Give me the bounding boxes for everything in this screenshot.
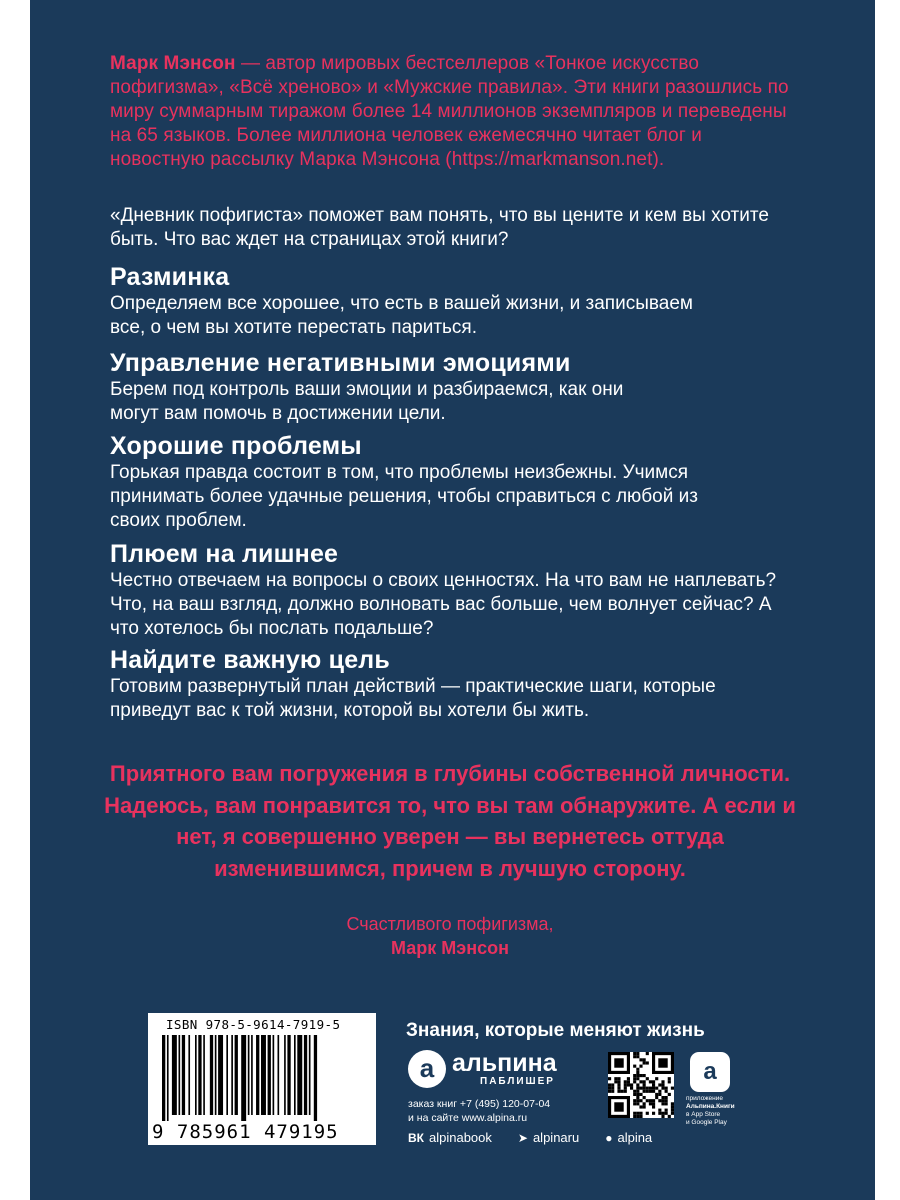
barcode-digits: 9 785961 479195 bbox=[152, 1121, 339, 1143]
app-line: и Google Play bbox=[686, 1119, 727, 1126]
qr-finder bbox=[608, 1096, 630, 1099]
qr-module bbox=[665, 1112, 668, 1115]
order-phone: заказ книг +7 (495) 120-07-04 bbox=[408, 1098, 551, 1110]
barcode-bar bbox=[226, 1035, 228, 1115]
qr-module bbox=[658, 1093, 661, 1096]
barcode-bar bbox=[188, 1035, 190, 1115]
qr-module bbox=[652, 1090, 655, 1093]
qr-module bbox=[652, 1102, 655, 1105]
qr-module bbox=[646, 1061, 649, 1064]
qr-module bbox=[636, 1074, 639, 1077]
qr-module bbox=[633, 1077, 636, 1080]
section-spit-on-extra bbox=[110, 539, 810, 641]
qr-module bbox=[646, 1099, 649, 1102]
qr-module bbox=[614, 1080, 617, 1083]
qr-module bbox=[658, 1109, 661, 1112]
qr-module bbox=[661, 1112, 664, 1115]
lead-paragraph: «Дневник пофигиста» поможет вам понять, что вы цените и кем вы хотите быть. Что вас ждет на страницах этой книги? bbox=[110, 205, 769, 250]
qr-module bbox=[668, 1115, 671, 1118]
section-good-problems bbox=[110, 431, 810, 533]
barcode-bar bbox=[251, 1035, 253, 1115]
qr-module bbox=[636, 1077, 639, 1080]
closing-message: Приятного вам погружения в глубины собственной личности. Надеюсь, вам понравится то, что вы там обнаружите. А если и нет, я совершенно уверен — вы вернетесь оттуда изменившимся, причем в лучшую сторону. bbox=[104, 761, 796, 881]
qr-module bbox=[636, 1112, 639, 1115]
barcode-bar bbox=[294, 1035, 296, 1115]
app-logo-icon bbox=[690, 1052, 730, 1092]
qr-module bbox=[636, 1090, 639, 1093]
section-title: Найдите важную цель bbox=[110, 646, 390, 674]
qr-module bbox=[617, 1087, 620, 1090]
qr-module bbox=[661, 1115, 664, 1118]
qr-module bbox=[633, 1099, 636, 1102]
qr-module bbox=[611, 1090, 614, 1093]
qr-module bbox=[646, 1052, 649, 1055]
qr-module bbox=[671, 1087, 674, 1090]
qr-module bbox=[636, 1093, 639, 1096]
section-title: Хорошие проблемы bbox=[110, 432, 362, 460]
author-bio: — автор мировых бестселлеров «Тонкое искусство пофигизма», «Всё хреново» и «Мужские правила». Эти книги разошлись по миру суммарным тиражом более 14 миллионов экземпляров и переведены на 65 языков. Более миллиона человек ежемесячно читает блог и новостную рассылку Марка Мэнсона (https://markmanson.net). bbox=[110, 53, 789, 170]
social-handle: alpinaru bbox=[532, 1130, 580, 1145]
qr-module bbox=[658, 1112, 661, 1115]
section-body: Честно отвечаем на вопросы о своих ценностях. На что вам не наплевать? Что, на ваш взгляд, должно волновать вас больше, чем волнует сейчас? А что хотелось бы послать подальше? bbox=[110, 570, 777, 639]
qr-module bbox=[661, 1099, 664, 1102]
qr-module bbox=[633, 1102, 636, 1105]
barcode-bar bbox=[278, 1035, 280, 1115]
vk-icon: ВК bbox=[408, 1130, 424, 1145]
qr-module bbox=[608, 1077, 611, 1080]
barcode-bar bbox=[195, 1035, 197, 1115]
qr-module bbox=[611, 1083, 614, 1086]
qr-module bbox=[671, 1109, 674, 1112]
qr-module bbox=[671, 1112, 674, 1115]
qr-module bbox=[636, 1102, 639, 1105]
qr-module bbox=[643, 1096, 646, 1099]
qr-finder bbox=[658, 1058, 667, 1067]
publisher-logo-name: альпина bbox=[452, 1049, 557, 1077]
isbn-label: ISBN 978-5-9614-7919-5 bbox=[166, 1017, 341, 1032]
barcode-bar bbox=[297, 1035, 302, 1115]
qr-module bbox=[652, 1105, 655, 1108]
social-handle: alpina bbox=[617, 1130, 653, 1145]
qr-module bbox=[652, 1087, 655, 1090]
barcode-bar bbox=[309, 1035, 311, 1115]
section-body: Готовим развернутый план действий — практические шаги, которые приведут вас к той жизни, которой вы хотели бы жить. bbox=[110, 676, 716, 721]
barcode-bar bbox=[162, 1035, 165, 1121]
author-name: Марк Мэнсон bbox=[110, 53, 236, 74]
barcode-bar bbox=[235, 1035, 238, 1115]
qr-module bbox=[636, 1096, 639, 1099]
qr-module bbox=[611, 1087, 614, 1090]
qr-module bbox=[655, 1093, 658, 1096]
barcode-bar bbox=[273, 1035, 275, 1115]
qr-module bbox=[646, 1112, 649, 1115]
barcode-bar bbox=[284, 1035, 286, 1115]
qr-module bbox=[639, 1115, 642, 1118]
barcode-bar bbox=[304, 1035, 307, 1115]
qr-module bbox=[661, 1087, 664, 1090]
qr-module bbox=[627, 1077, 630, 1080]
barcode-bar bbox=[218, 1035, 223, 1115]
qr-module bbox=[633, 1115, 636, 1118]
qr-module bbox=[658, 1083, 661, 1086]
qr-module bbox=[658, 1090, 661, 1093]
qr-module bbox=[617, 1083, 620, 1086]
qr-module bbox=[633, 1080, 636, 1083]
qr-module bbox=[639, 1105, 642, 1108]
barcode-bar bbox=[198, 1035, 201, 1115]
barcode-bar bbox=[241, 1035, 246, 1121]
qr-finder bbox=[671, 1052, 674, 1074]
barcode-bar bbox=[287, 1035, 290, 1115]
qr-module bbox=[665, 1090, 668, 1093]
qr-module bbox=[617, 1077, 620, 1080]
social-site[interactable] bbox=[605, 1130, 652, 1145]
qr-module bbox=[671, 1105, 674, 1108]
barcode-bar bbox=[182, 1035, 185, 1115]
qr-module bbox=[617, 1080, 620, 1083]
barcode-bar bbox=[314, 1035, 317, 1121]
qr-module bbox=[624, 1090, 627, 1093]
order-info bbox=[408, 1097, 550, 1125]
qr-finder bbox=[608, 1052, 611, 1074]
qr-finder bbox=[608, 1052, 630, 1055]
qr-module bbox=[652, 1083, 655, 1086]
barcode-bar bbox=[231, 1035, 233, 1115]
qr-module bbox=[643, 1087, 646, 1090]
signature bbox=[100, 912, 800, 960]
section-title: Управление негативными эмоциями bbox=[110, 349, 571, 377]
qr-module bbox=[608, 1087, 611, 1090]
qr-module bbox=[636, 1083, 639, 1086]
publisher-logo-sub: ПАБЛИШЕР bbox=[480, 1076, 555, 1087]
barcode-bar bbox=[172, 1035, 177, 1115]
qr-finder bbox=[608, 1115, 630, 1118]
publisher-logo-icon bbox=[408, 1050, 446, 1088]
qr-module bbox=[633, 1090, 636, 1093]
qr-module bbox=[633, 1093, 636, 1096]
qr-finder bbox=[652, 1052, 655, 1074]
qr-module bbox=[646, 1077, 649, 1080]
social-handle: alpinabook bbox=[429, 1130, 492, 1145]
qr-module bbox=[633, 1055, 636, 1058]
app-info bbox=[686, 1095, 756, 1127]
qr-module bbox=[639, 1112, 642, 1115]
qr-module bbox=[636, 1115, 639, 1118]
qr-finder bbox=[652, 1071, 674, 1074]
qr-finder bbox=[608, 1096, 611, 1118]
qr-module bbox=[624, 1083, 627, 1086]
barcode-bar bbox=[203, 1035, 205, 1115]
barcode-bar bbox=[248, 1035, 250, 1115]
qr-module bbox=[649, 1090, 652, 1093]
qr-module bbox=[639, 1074, 642, 1077]
qr-module bbox=[652, 1112, 655, 1115]
qr-module bbox=[624, 1087, 627, 1090]
qr-module bbox=[643, 1083, 646, 1086]
social-vk[interactable] bbox=[408, 1130, 492, 1145]
qr-finder bbox=[608, 1071, 630, 1074]
qr-module bbox=[643, 1074, 646, 1077]
qr-module bbox=[614, 1077, 617, 1080]
section-title: Разминка bbox=[110, 263, 230, 291]
signature-greeting: Счастливого пофигизма, bbox=[346, 914, 554, 934]
author-intro bbox=[110, 52, 790, 172]
qr-module bbox=[671, 1102, 674, 1105]
qr-finder bbox=[614, 1058, 623, 1067]
qr-module bbox=[661, 1083, 664, 1086]
qr-module bbox=[624, 1080, 627, 1083]
section-warmup bbox=[110, 262, 810, 340]
qr-module bbox=[636, 1055, 639, 1058]
section-emotions bbox=[110, 348, 810, 426]
qr-module bbox=[665, 1096, 668, 1099]
barcode-bar bbox=[179, 1035, 181, 1115]
order-website: и на сайте www.alpina.ru bbox=[408, 1112, 528, 1124]
qr-module bbox=[655, 1096, 658, 1099]
barcode-bar bbox=[167, 1035, 169, 1121]
logo-mark-letter: а bbox=[419, 1053, 435, 1083]
qr-module bbox=[608, 1090, 611, 1093]
qr-module bbox=[665, 1099, 668, 1102]
barcode-bar bbox=[261, 1035, 266, 1115]
telegram-icon: ➤ bbox=[517, 1130, 528, 1145]
qr-module bbox=[665, 1109, 668, 1112]
qr-module bbox=[627, 1080, 630, 1083]
qr-module bbox=[643, 1061, 646, 1064]
qr-module bbox=[661, 1096, 664, 1099]
qr-module bbox=[639, 1058, 642, 1061]
qr-module bbox=[617, 1090, 620, 1093]
qr-module bbox=[661, 1102, 664, 1105]
barcode-bar bbox=[215, 1035, 217, 1115]
qr-module bbox=[621, 1090, 624, 1093]
qr-module bbox=[643, 1080, 646, 1083]
section-body: Горькая правда состоит в том, что проблемы неизбежны. Учимся принимать более удачные решения, чтобы справиться с любой из своих проблем. bbox=[110, 462, 698, 531]
qr-module bbox=[668, 1080, 671, 1083]
app-line: Альпина.Книги bbox=[686, 1103, 735, 1110]
qr-module bbox=[608, 1083, 611, 1086]
qr-module bbox=[655, 1077, 658, 1080]
signature-name: Марк Мэнсон bbox=[391, 938, 509, 958]
section-body: Определяем все хорошее, что есть в вашей жизни, и записываем все, о чем вы хотите перестать париться. bbox=[110, 293, 693, 338]
qr-module bbox=[668, 1077, 671, 1080]
qr-module bbox=[649, 1099, 652, 1102]
social-links bbox=[408, 1130, 652, 1145]
qr-module bbox=[639, 1099, 642, 1102]
qr-module bbox=[646, 1090, 649, 1093]
site-icon: ● bbox=[605, 1130, 613, 1145]
qr-module bbox=[655, 1087, 658, 1090]
qr-finder bbox=[614, 1102, 623, 1111]
section-title: Плюем на лишнее bbox=[110, 540, 339, 568]
barcode-bar bbox=[210, 1035, 213, 1115]
qr-module bbox=[633, 1112, 636, 1115]
qr-module bbox=[639, 1093, 642, 1096]
barcode-bar bbox=[268, 1035, 271, 1115]
qr-module bbox=[627, 1083, 630, 1086]
qr-module bbox=[643, 1090, 646, 1093]
qr-module bbox=[633, 1052, 636, 1055]
qr-module bbox=[630, 1087, 633, 1090]
qr-module bbox=[652, 1099, 655, 1102]
qr-finder bbox=[627, 1052, 630, 1074]
qr-module bbox=[636, 1071, 639, 1074]
qr-module bbox=[658, 1099, 661, 1102]
qr-module bbox=[649, 1087, 652, 1090]
qr-module bbox=[643, 1102, 646, 1105]
qr-module bbox=[636, 1068, 639, 1071]
barcode-bar bbox=[256, 1035, 259, 1115]
qr-module bbox=[636, 1052, 639, 1055]
qr-finder bbox=[652, 1052, 674, 1055]
qr-module bbox=[633, 1074, 636, 1077]
qr-module bbox=[665, 1087, 668, 1090]
qr-module bbox=[661, 1080, 664, 1083]
qr-module bbox=[633, 1065, 636, 1068]
qr-module bbox=[646, 1087, 649, 1090]
qr-module bbox=[652, 1080, 655, 1083]
social-telegram[interactable] bbox=[518, 1130, 579, 1145]
qr-module bbox=[668, 1093, 671, 1096]
qr-finder bbox=[627, 1096, 630, 1118]
qr-module bbox=[643, 1105, 646, 1108]
qr-module bbox=[639, 1087, 642, 1090]
qr-module bbox=[636, 1087, 639, 1090]
qr-module bbox=[643, 1058, 646, 1061]
qr-code-icon[interactable] bbox=[608, 1052, 674, 1118]
qr-module bbox=[639, 1065, 642, 1068]
qr-module bbox=[636, 1099, 639, 1102]
app-line: в App Store bbox=[686, 1111, 721, 1118]
app-mark-letter: а bbox=[703, 1058, 717, 1085]
qr-module bbox=[630, 1083, 633, 1086]
qr-module bbox=[665, 1102, 668, 1105]
publisher-tagline: Знания, которые меняют жизнь bbox=[406, 1020, 705, 1041]
section-body: Берем под контроль ваши эмоции и разбираемся, как они могут вам помочь в достижении цели. bbox=[110, 379, 624, 424]
section-important-goal bbox=[110, 645, 810, 723]
qr-module bbox=[649, 1080, 652, 1083]
qr-module bbox=[639, 1080, 642, 1083]
barcode-bars bbox=[162, 1035, 362, 1121]
qr-module bbox=[649, 1102, 652, 1105]
barcode-panel bbox=[148, 1013, 376, 1145]
app-line: приложение bbox=[686, 1095, 723, 1102]
